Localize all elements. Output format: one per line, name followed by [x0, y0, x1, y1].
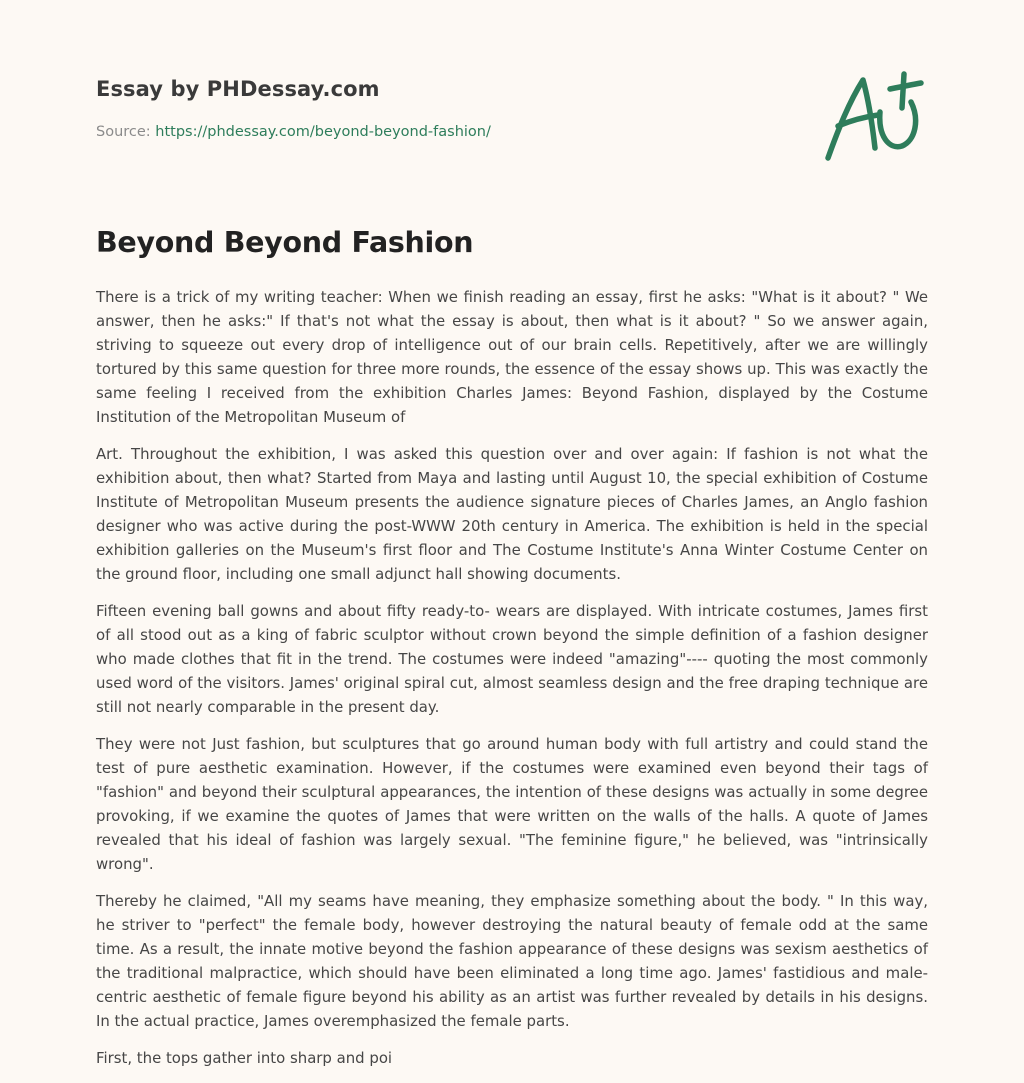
essay-paragraph: There is a trick of my writing teacher: When we finish reading an essay, first he asks: "What is it about? " We answer, then he asks:" If that's not what the essay is about, then what is it about? " So we answer again, striving to squeeze out every drop of intelligence out of our brain cells. Repetitively, after we are willingly tortured by this same question for three more rounds, the essence of the essay shows up. This was exactly the same feeling I received from the exhibition Charles James: Beyond Fashion, displayed by the Costume Institution of the Metropolitan Museum of [96, 288, 928, 426]
source-link[interactable]: https://phdessay.com/beyond-beyond-fashion/ [155, 124, 491, 140]
essay-paragraph: First, the tops gather into sharp and poi [96, 1049, 393, 1067]
essay-paragraph: Fifteen evening ball gowns and about fifty ready-to- wears are displayed. With intricate costumes, James first of all stood out as a king of fabric sculptor without crown beyond the simple definition of a fashion designer who made clothes that fit in the trend. The costumes were indeed "amazing"---- quoting the most commonly used word of the visitors. James' original spiral cut, almost seamless design and the free draping technique are still not nearly comparable in the present day. [96, 602, 928, 716]
essay-title: Beyond Beyond Fashion [96, 226, 474, 259]
essay-paragraph: Art. Throughout the exhibition, I was asked this question over and over again: If fashion is not what the exhibition about, then what? Started from Maya and lasting until August 10, the special exhibition of Costume Institute of Metropolitan Museum presents the audience signature pieces of Charles James, an Anglo fashion designer who was active during the post-WWW 20th century in America. The exhibition is held in the special exhibition galleries on the Museum's first floor and The Costume Institute's Anna Winter Costume Center on the ground floor, including one small adjunct hall showing documents. [96, 445, 928, 583]
source-line [96, 124, 491, 140]
essay-body [96, 285, 928, 1083]
site-title: Essay by PHDessay.com [96, 77, 380, 101]
essay-paragraph: Thereby he claimed, "All my seams have meaning, they emphasize something about the body. " In this way, he striver to "perfect" the female body, however destroying the natural beauty of female odd at the same time. As a result, the innate motive beyond the fashion appearance of these designs was sexism aesthetics of the traditional malpractice, which should have been eliminated a long time ago. James' fastidious and male-centric aesthetic of female figure beyond his ability as an artist was further revealed by details in his designs. In the actual practice, James overemphasized the female parts. [96, 892, 928, 1030]
a-plus-grade-icon [818, 68, 930, 166]
essay-paragraph: They were not Just fashion, but sculptures that go around human body with full artistry and could stand the test of pure aesthetic examination. However, if the costumes were examined even beyond their tags of "fashion" and beyond their sculptural appearances, the intention of these designs was actually in some degree provoking, if we examine the quotes of James that were written on the walls of the halls. A quote of James revealed that his ideal of fashion was largely sexual. "The feminine figure," he believed, was "intrinsically wrong". [96, 735, 928, 873]
source-label: Source: [96, 124, 151, 140]
